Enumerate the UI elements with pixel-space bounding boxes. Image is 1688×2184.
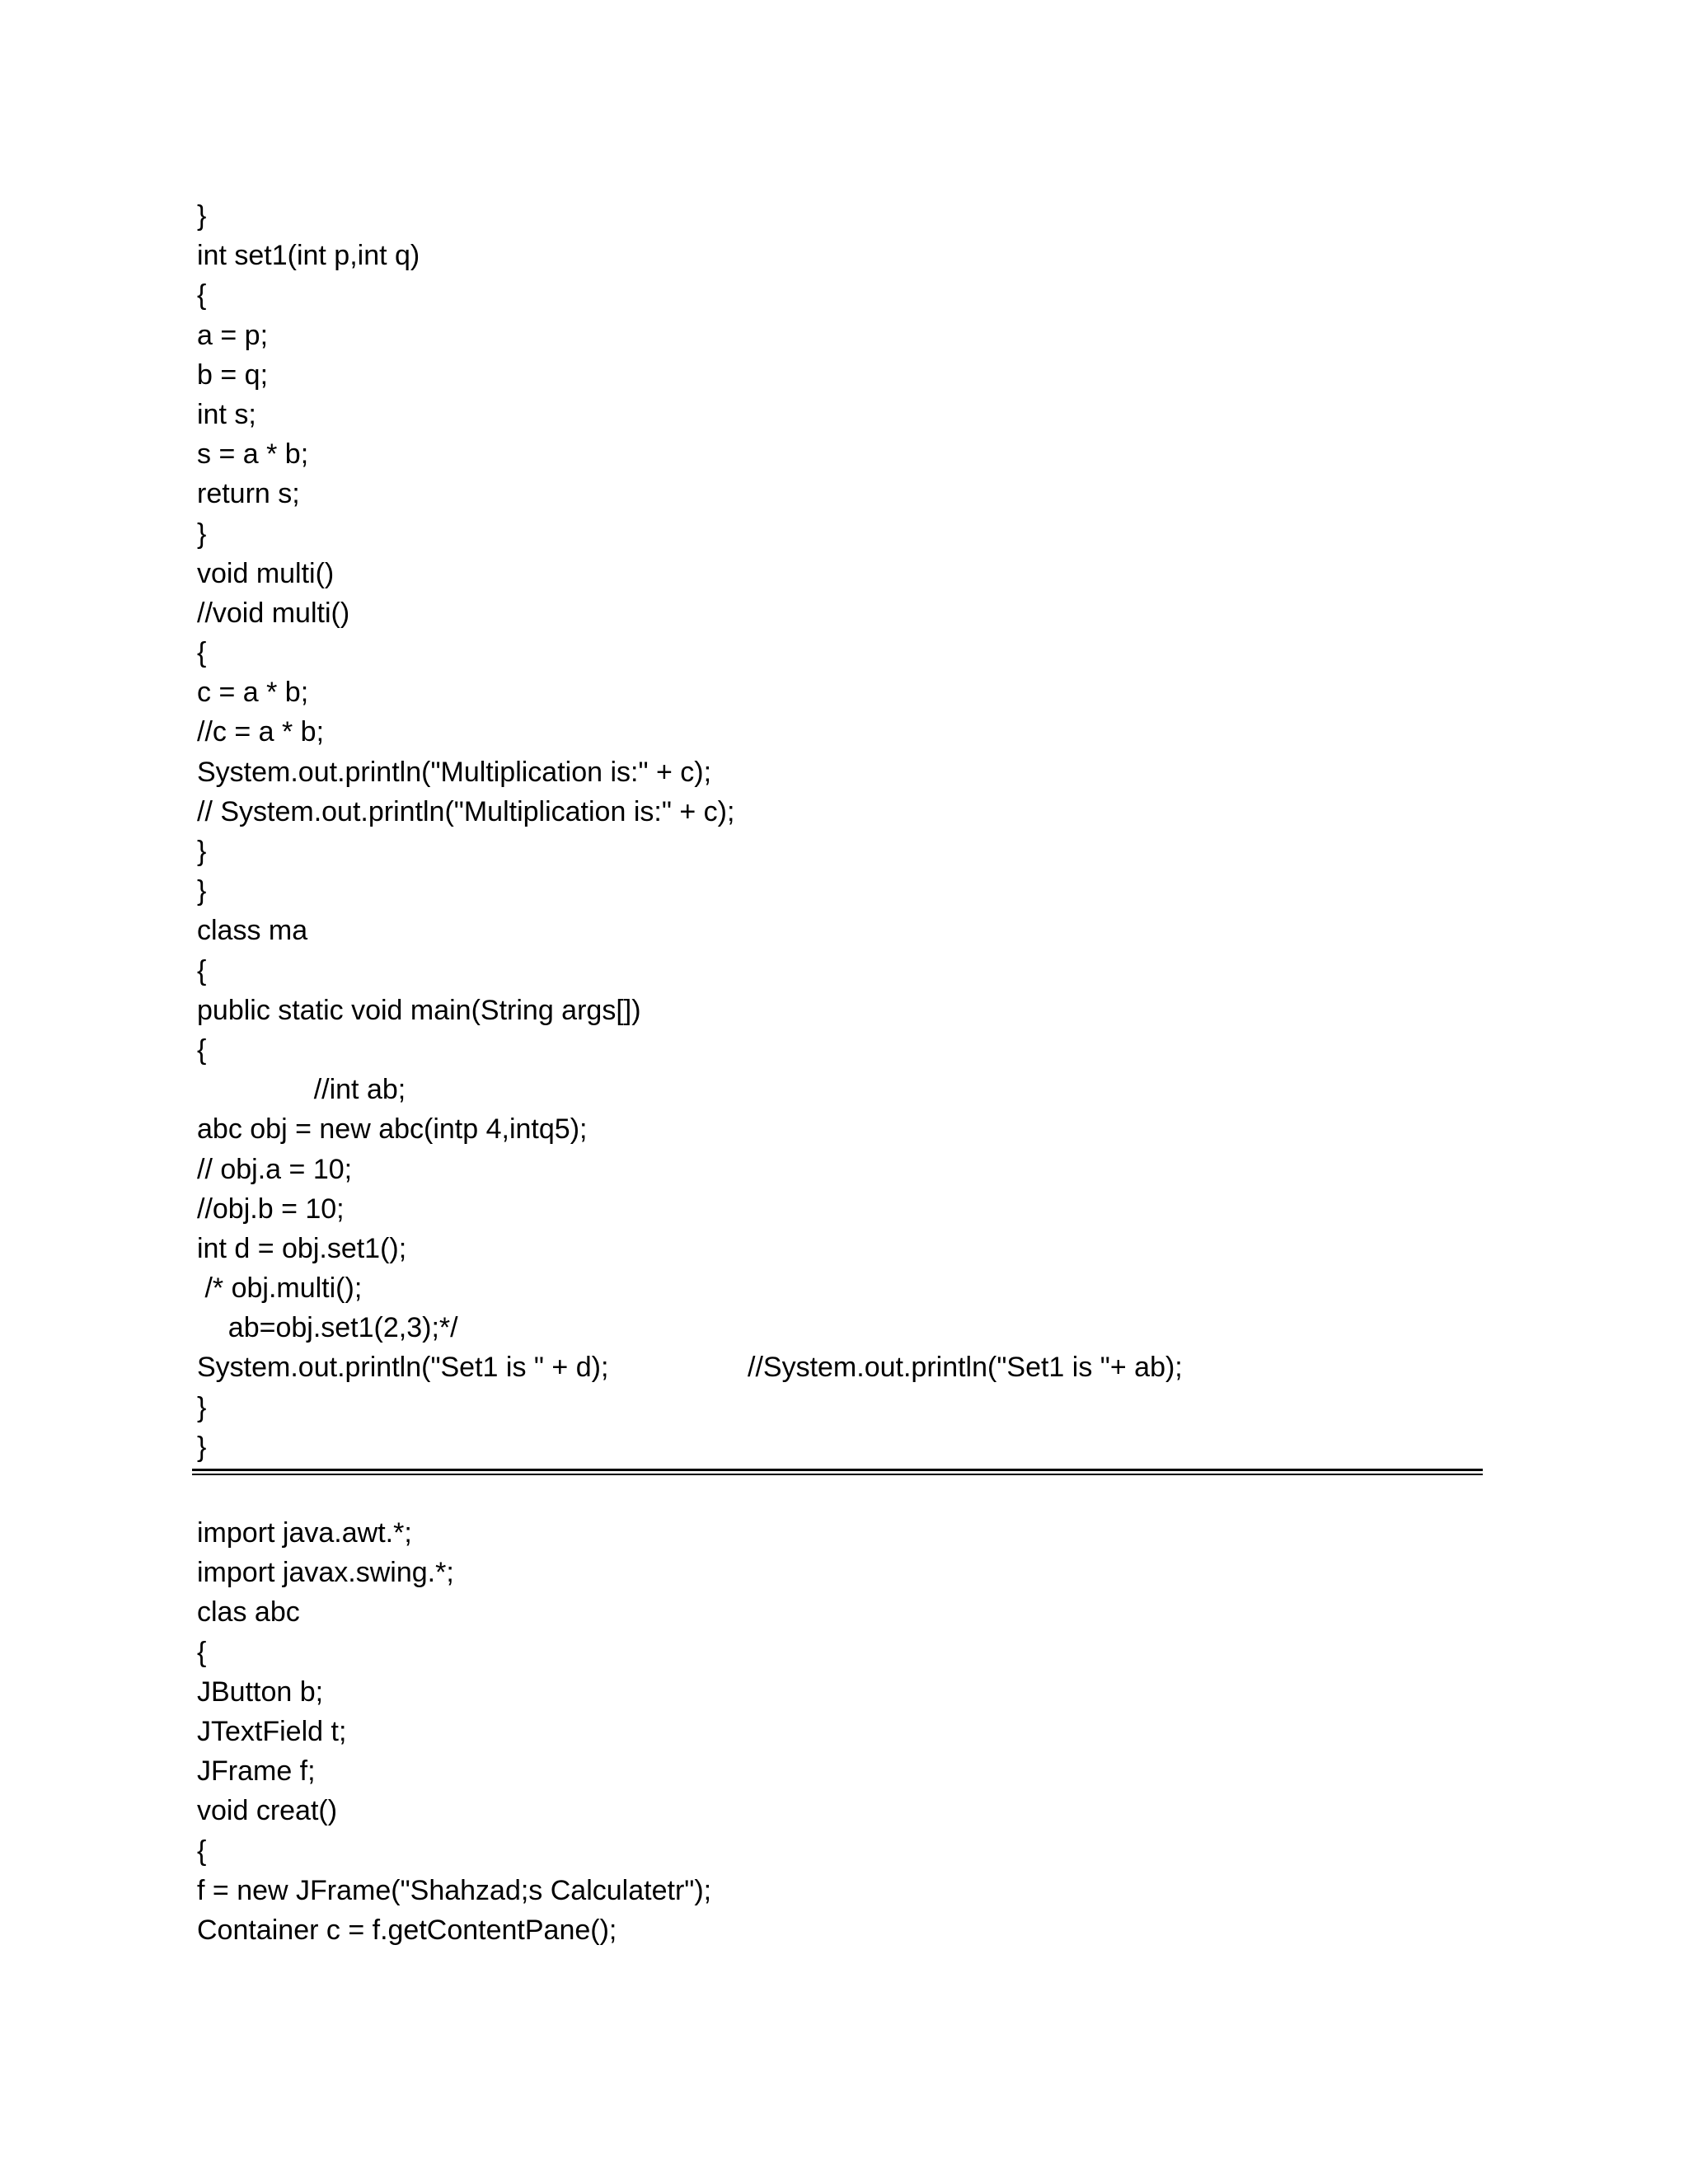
- code-line: import javax.swing.*;: [197, 1557, 454, 1589]
- code-line: {: [197, 279, 207, 312]
- code-line: {: [197, 1636, 207, 1668]
- code-block-class-ma: [197, 196, 1351, 1467]
- code-line: JTextField t;: [197, 1715, 347, 1747]
- code-line: s = a * b;: [197, 438, 309, 471]
- code-line: ab=obj.set1(2,3);*/: [197, 1312, 458, 1344]
- divider-thin-rule: [192, 1474, 1483, 1475]
- code-line: /* obj.multi();: [197, 1272, 363, 1305]
- code-line: }: [197, 1391, 207, 1423]
- code-line: //void multi(): [197, 597, 350, 629]
- code-line: c = a * b;: [197, 677, 309, 709]
- code-line: Container c = f.getContentPane();: [197, 1914, 617, 1946]
- double-rule-divider: [192, 1469, 1483, 1477]
- divider-thick-rule: [192, 1469, 1483, 1471]
- code-line-println-set1: [197, 1347, 1351, 1387]
- code-statement-println: System.out.println("Set1 is " + d);: [197, 1352, 609, 1384]
- code-line: int d = obj.set1();: [197, 1232, 407, 1264]
- code-line: // obj.a = 10;: [197, 1153, 353, 1185]
- code-line: clas abc: [197, 1596, 300, 1629]
- code-line: {: [197, 637, 207, 669]
- code-line: int s;: [197, 398, 256, 430]
- code-line: //c = a * b;: [197, 716, 325, 748]
- code-comment-println: //System.out.println("Set1 is "+ ab);: [748, 1352, 1183, 1384]
- code-line: import java.awt.*;: [197, 1517, 412, 1549]
- code-line: }: [197, 836, 207, 867]
- code-line: //int ab;: [197, 1074, 406, 1106]
- code-line: JFrame f;: [197, 1755, 316, 1788]
- code-line: {: [197, 1835, 207, 1867]
- code-line: class ma: [197, 915, 308, 947]
- code-line: a = p;: [197, 319, 269, 351]
- code-line: return s;: [197, 478, 300, 510]
- code-line: //obj.b = 10;: [197, 1193, 345, 1225]
- code-line: abc obj = new abc(intp 4,intq5);: [197, 1113, 588, 1146]
- code-line: }: [197, 875, 207, 907]
- code-block-class-abc: [197, 1513, 711, 1950]
- code-line: void multi(): [197, 557, 335, 589]
- code-line: int set1(int p,int q): [197, 240, 420, 272]
- code-line: System.out.println("Multiplication is:" + c);: [197, 756, 712, 788]
- code-line: b = q;: [197, 359, 269, 391]
- code-line: // System.out.println("Multiplication is:" + c);: [197, 795, 735, 827]
- code-line: {: [197, 954, 207, 987]
- code-line: JButton b;: [197, 1675, 324, 1708]
- code-line: f = new JFrame("Shahzad;s Calculatetr");: [197, 1874, 712, 1906]
- code-line: }: [197, 1431, 207, 1463]
- code-line: public static void main(String args[]): [197, 994, 641, 1026]
- code-line: }: [197, 518, 207, 550]
- code-line: void creat(): [197, 1795, 338, 1827]
- code-line: {: [197, 1033, 207, 1066]
- code-line: }: [197, 200, 207, 232]
